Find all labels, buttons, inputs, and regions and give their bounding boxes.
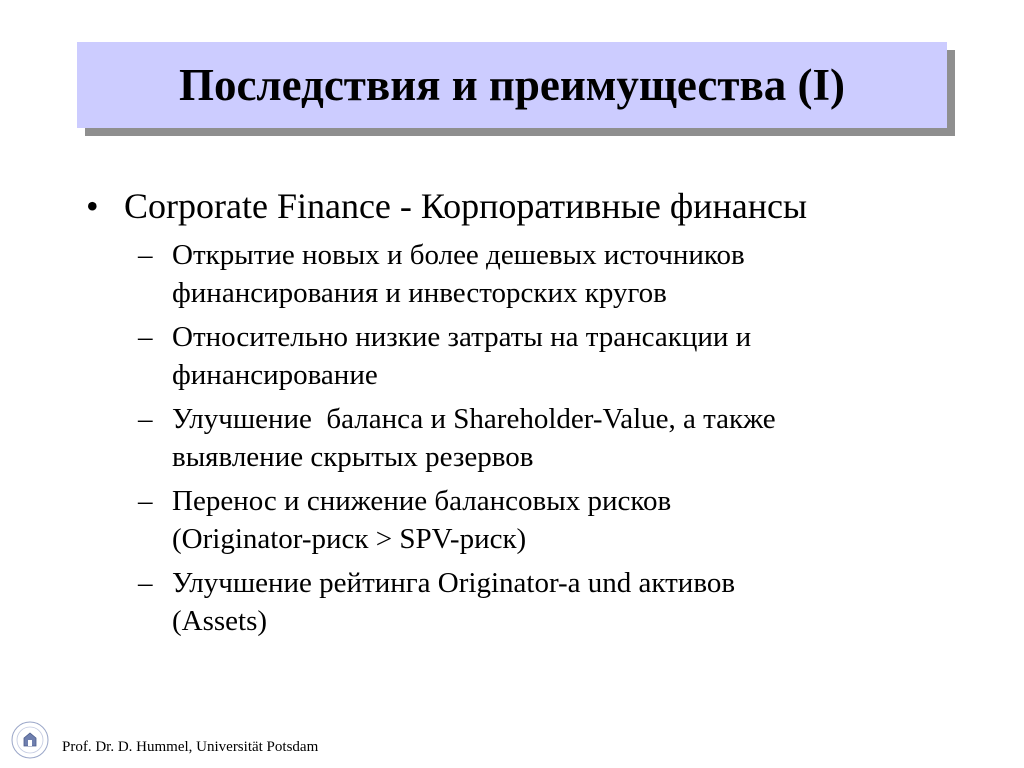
bullet-mark: • bbox=[86, 186, 99, 226]
sub-bullet-list bbox=[138, 236, 898, 646]
sub-bullet-line: выявление скрытых резервов bbox=[172, 441, 534, 473]
main-bullet-text: Corporate Finance - Корпоративные финансы bbox=[124, 186, 808, 226]
dash-mark: – bbox=[138, 321, 153, 353]
sub-bullet-item bbox=[138, 236, 898, 312]
sub-bullet-line: (Originator-риск > SPV-риск) bbox=[172, 523, 527, 555]
university-seal-logo bbox=[10, 720, 50, 760]
title-box bbox=[77, 42, 947, 128]
sub-bullet-line: финансирование bbox=[172, 359, 378, 391]
sub-bullet-item bbox=[138, 318, 898, 394]
sub-bullet-line: Перенос и снижение балансовых рисков bbox=[172, 485, 672, 517]
dash-mark: – bbox=[138, 403, 153, 435]
sub-bullet-line: Улучшение рейтинга Originator-а und активов bbox=[172, 567, 736, 599]
dash-mark: – bbox=[138, 239, 153, 271]
footer-credit: Prof. Dr. D. Hummel, Universität Potsdam bbox=[62, 739, 319, 755]
slide-title: Последствия и преимущества (I) bbox=[178, 60, 846, 110]
sub-bullet-line: Улучшение баланса и Shareholder-Value, а также bbox=[172, 403, 776, 435]
main-bullet bbox=[86, 184, 807, 228]
sub-bullet-item bbox=[138, 400, 898, 476]
sub-bullet-line: Относительно низкие затраты на трансакции и bbox=[172, 321, 752, 353]
title-banner bbox=[77, 42, 947, 128]
sub-bullet-line: Открытие новых и более дешевых источников bbox=[172, 239, 745, 271]
dash-mark: – bbox=[138, 567, 153, 599]
sub-bullet-line: финансирования и инвесторских кругов bbox=[172, 277, 667, 309]
sub-bullet-item bbox=[138, 482, 898, 558]
dash-mark: – bbox=[138, 485, 153, 517]
sub-bullet-item bbox=[138, 564, 898, 640]
sub-bullet-line: (Assets) bbox=[172, 605, 268, 637]
